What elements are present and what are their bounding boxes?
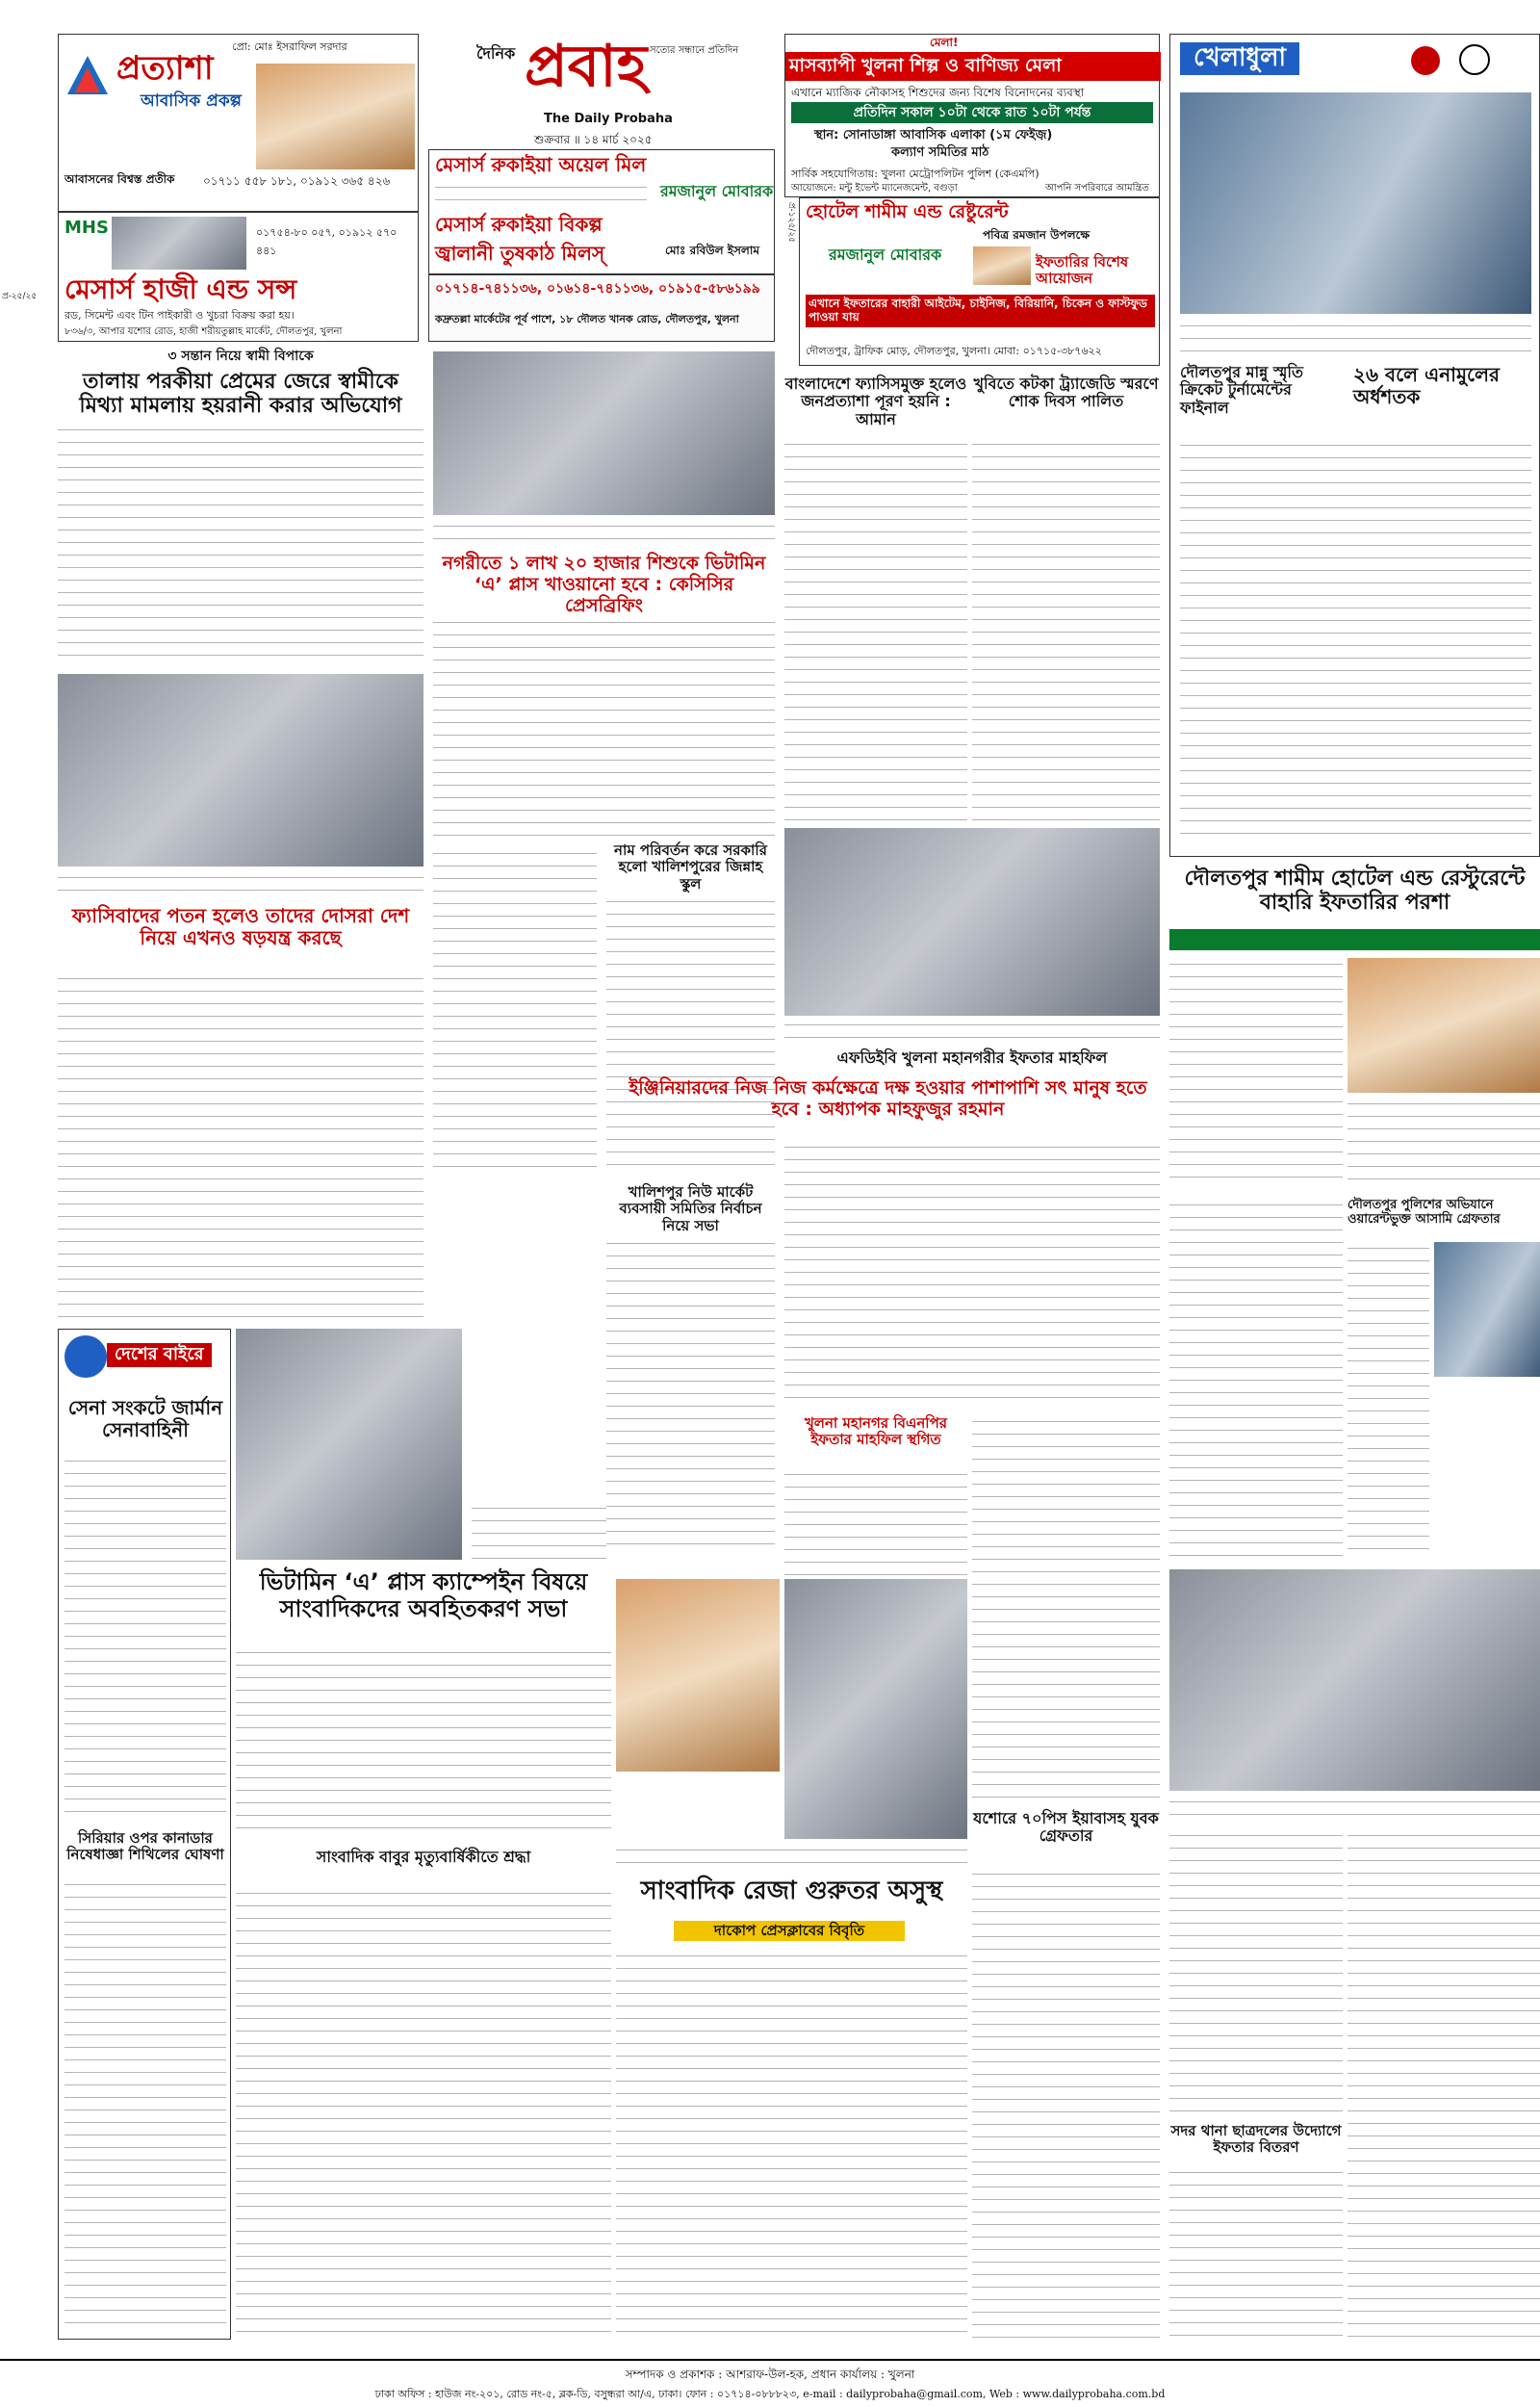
story12-strap [1169,929,1540,950]
sports-intro [1180,320,1531,358]
story7-headline: ইঞ্জিনিয়ারদের নিজ নিজ কর্মক্ষেত্রে দক্ষ হওয়ার পাশাপাশি সৎ মানুষ হতে হবে : অধ্যাপক মাহফুজুর রহমান [629,1077,1147,1120]
rukaiya-title3: জ্বালানী তুষকাঠ মিলস্ [435,242,605,265]
story6-body2 [606,895,775,1175]
story14-body [972,1868,1160,2340]
rukaiya-address: কদ্রুতল্লা মার্কেটের পূর্ব পাশে, ১৮ দৌলত খানক রোড, দৌলতপুর, খুলনা [435,313,739,325]
story11-body [616,1950,967,2340]
mela-place: স্থান: সোনাডাঙ্গা আবাসিক এলাকা (১ম ফেইজ়) [814,128,1053,142]
story2-caption [58,871,424,898]
story5-headline: খুবিতে কটকা ট্র্যাজেডি স্মরণে শোক দিবস পালিত [973,375,1159,411]
protyasha-slogan: আবাসনের বিশ্বস্ত প্রতীক [64,172,175,186]
footer [0,2359,1540,2407]
hotel-title: হোটেল শামীম এন্ড রেষ্টুরেন্ট [806,201,1009,222]
story14-headline: যশোরে ৭০পিস ইয়াবাসহ যুবক গ্রেফতার [973,1809,1159,1846]
hotel-address: দৌলতপুর, ট্রাফিক মোড়, দৌলতপুর, খুলনা। মোবা: ০১৭১৫-৩৮৭৬২২ [806,345,1102,357]
rukaiya-ad [428,149,775,274]
mela-support: সার্বিক সহযোগিতায়: খুলনা মেট্রোপলিটন পুলিশ (কেএমপি) [791,168,1040,180]
haji-address: ৮৩৬/৩, আপার যশোর রোড, হাজী শরীয়তুল্লাহ মার্কেট, দৌলতপুর, খুলনা [64,326,343,337]
haji-ad [58,212,419,342]
fdeb-photo [784,828,1160,1016]
story17-body [236,1887,611,2340]
daily-word: দৈনিক [476,44,516,63]
haji-title: মেসার্স হাজী এন্ড সন্স [64,273,297,305]
reza-photo-2 [784,1579,967,1839]
side-code-right: প্র-১২৫/২৫ [786,202,796,244]
reza-photo-1 [616,1579,780,1772]
story2-headline: ফ্যাসিবাদের পতন হলেও তাদের দোসরা দেশ নিয়ে এখনও ষড়যন্ত্র করছে [71,904,410,949]
story15-body [1348,1242,1429,1560]
mela-ad [784,34,1160,197]
story2-photo [58,674,424,867]
story1-body [58,424,424,664]
story1-kicker: ৩ সন্তান নিয়ে স্বামী বিপাকে [167,349,314,364]
rukaiya-title2: মেসার্স রুকাইয়া বিকল্প [435,213,603,236]
hotel-menu: এখানে ইফতারের বাহারী আইটেম, চাইনিজ, বিরিয়ানি, চিকেন ও ফাস্টফুড পাওয়া যায় [806,295,1155,327]
hotel-occasion: পবিত্র রমজান উপলক্ষে [983,228,1091,242]
abroad-body2 [64,1878,226,2331]
rukaiya-desc [435,181,647,210]
protyasha-phones: ০১৭১১ ৫৫৮ ১৮১, ০১৯১২ ৩৬৫ ৪২৬ [203,174,391,188]
iftar-caption [1169,1796,1540,1821]
protyasha-brand: প্রত্যাশা [116,49,214,88]
story13-body2 [972,1415,1160,1800]
footer-line1: সম্পাদক ও প্রকাশক : আশরাফ-উল-হক, প্রধান কার্যালয় : খুলনা [625,2368,915,2381]
vitamin-event-caption [472,1502,606,1560]
story15-headline: দৌলতপুর পুলিশের অভিযানে ওয়ারেন্টভুক্ত আসামি গ্রেফতার [1348,1198,1501,1227]
abroad-body [64,1455,226,1821]
globe-icon [64,1335,107,1378]
story10-headline: ভিটামিন ‘এ’ প্লাস ক্যাম্পেইন বিষয়ে সাংবাদিকদের অবহিতকরণ সভা [259,1568,588,1622]
haji-product-image [112,217,246,270]
side-code-left: প্র-২৫/২৫ [2,292,38,301]
nameplate [428,34,765,149]
hotel-food-image [973,246,1031,285]
iftar-photo [1169,1569,1540,1791]
paper-tagline: সত্যের সন্ধানে প্রতিদিন [650,45,739,56]
paper-name: প্রবাহ [525,33,648,100]
abroad-headline: সেনা সংকটে জার্মান সেনাবাহিনী [67,1396,223,1441]
story8-headline: এফডিইবি খুলনা মহানগরীর ইফতার মাহফিল [836,1048,1108,1067]
story7-body [784,1141,1160,1406]
mela-invite: আপনি সপরিবারে আমন্ত্রিত [1045,183,1149,194]
sports-headline1: দৌলতপুর মান্নু স্মৃতি ক্রিকেট টুর্নামেন্টের ফাইনাল [1180,363,1303,417]
story9-body [606,1237,775,1555]
abroad-headline2: সিরিয়ার ওপর কানাডার নিষেধাজ্ঞা শিথিলের ঘোষণা [66,1829,224,1864]
paper-english-name: The Daily Probaha [544,112,673,126]
haji-desc: রড, সিমেন্ট এবং টিন পাইকারী ও খুচরা বিক্রয় করা হয়। [64,309,295,322]
sports-tag: খেলাধুলা [1180,42,1299,75]
story3-headline: নগরীতে ১ লাখ ২০ হাজার শিশুকে ভিটামিন ‘এ’ প্লাস খাওয়ানো হবে : কেসিসির প্রেসব্রিফিং [442,553,766,616]
story11-headline: সাংবাদিক রেজা গুরুতর অসুস্থ [640,1876,943,1905]
sports-body [1180,439,1531,843]
protyasha-logo [66,54,110,97]
story12-headline: দৌলতপুর শামীম হোটেল এন্ড রেস্টুরেন্টে বাহারি ইফতারির পরশা [1184,867,1526,916]
haji-phones: ০১৭৫৪-৮০ ০৫৭, ০১৯১২ ৫৭০ ৪৪১ [256,226,398,257]
protyasha-ad [58,34,419,212]
sports-headline2: ২৬ বলে এনামুলের অর্ধশতক [1353,363,1501,408]
story12-body [1169,958,1343,1189]
mela-organizer: আয়োজনে: মন্টু ইভেন্ট ম্যানেজমেন্ট, বগুড়া [791,183,958,194]
protyasha-owner: প্রো: মোঃ ইসরাফিল সরদার [232,40,347,53]
story5-body [972,438,1160,823]
vitamin-event-photo [236,1329,462,1560]
right-col-body [1169,1199,1343,1565]
kcc-press-caption [433,520,775,545]
protyasha-sub: আবাসিক প্রকল্প [141,91,242,111]
reza-caption [616,1844,967,1873]
rukaiya-phones: ০১৭১৪-৭৪১১৩৬, ০১৬১৪-৭৪১১৩৬, ০১৯১৫-৫৮৬১৯৯ [435,281,760,297]
story4-body [784,438,967,823]
abroad-section [58,1329,231,2340]
hotel-offer: ইফতারির বিশেষ আয়োজন [1036,253,1129,288]
mela-place2: কল্যাণ সমিতির মাঠ [891,145,989,160]
story3-body [433,616,775,838]
protyasha-building-image [256,64,415,169]
sports-team-image [1180,92,1531,314]
sports-section [1169,34,1540,857]
iftar-body [1169,1829,1343,2118]
cricket-ball-icon [1411,46,1440,75]
story10-body [236,1646,611,1839]
story16-body [1169,2166,1343,2340]
rukaiya-owner: মোঃ রবিউল ইসলাম [665,244,760,257]
mela-label: মেলা! [930,36,959,49]
iftar-body2 [1348,1829,1540,2340]
story9-headline: খালিশপুর নিউ মার্কেট ব্যবসায়ী সমিতির নির্বাচন নিয়ে সভা [619,1183,762,1234]
story11-sub: দাকোপ প্রেসক্লাবের বিবৃতি [674,1921,905,1941]
story6-body [433,847,597,1175]
publish-date: শুক্রবার ॥ ১৪ মার্চ ২০২৫ [534,133,653,146]
kcc-press-photo [433,351,775,515]
footer-line2: ঢাকা অফিস : হাউজ নং-২০১, রোড নং-৫, ব্লক-ডি, বসুন্ধরা আ/এ, ঢাকা। ফোন : ০১৭১৪-০৮৮৮২৩, e-mail : dailyprobaha@gmail.com, Web : www.dailyprobaha.com.bd [374,2388,1166,2400]
hotel-ramadan: রমজানুল মোবারক [829,246,942,264]
rukaiya-title: মেসার্স রুকাইয়া অয়েল মিল [435,153,647,176]
story13-headline: খুলনা মহানগর বিএনপির ইফতার মাহফিল স্থগিত [804,1414,948,1449]
story1-headline: তালায় পরকীয়া প্রেমের জেরে স্বামীকে মিথ্যা মামলায় হয়রানী করার অভিযোগ [79,370,402,419]
story6-headline: নাম পরিবর্তন করে সরকারি হলো খালিশপুরের জিন্নাহ স্কুল [614,841,767,893]
football-icon [1459,44,1490,75]
mela-title: মাসব্যাপী খুলনা শিল্প ও বাণিজ্য মেলা [785,52,1161,81]
story4-headline: বাংলাদেশে ফ্যাসিসমুক্ত হলেও জনপ্রত্যাশা পূরণ হয়নি : আমান [784,375,967,428]
story2-body [58,972,424,1319]
story12-photo [1348,958,1540,1093]
mela-sub: এখানে ম্যাজিক নৌকাসহ শিশুদের জন্য বিশেষ বিনোদনের ব্যবস্থা [791,86,1085,99]
fdeb-caption [784,1019,1160,1044]
story15-photo [1434,1242,1540,1377]
rukaiya-ramadan: রমজানুল মোবারক [660,182,774,200]
abroad-tag: দেশের বাইরে [107,1343,212,1367]
mhs-logo: MHS [64,218,109,238]
mela-time: প্রতিদিন সকাল ১০টা থেকে রাত ১০টা পর্যন্ত [791,102,1153,123]
story16-headline: সদর থানা ছাত্রদলের উদ্যোগে ইফতার বিতরণ [1170,2122,1342,2157]
hotel-ad [799,197,1160,366]
story17-headline: সাংবাদিক বাবুর মৃত্যুবার্ষিকীতে শ্রদ্ধা [316,1848,531,1866]
rukaiya-contact [428,274,775,342]
story12-body2 [1348,1098,1540,1189]
